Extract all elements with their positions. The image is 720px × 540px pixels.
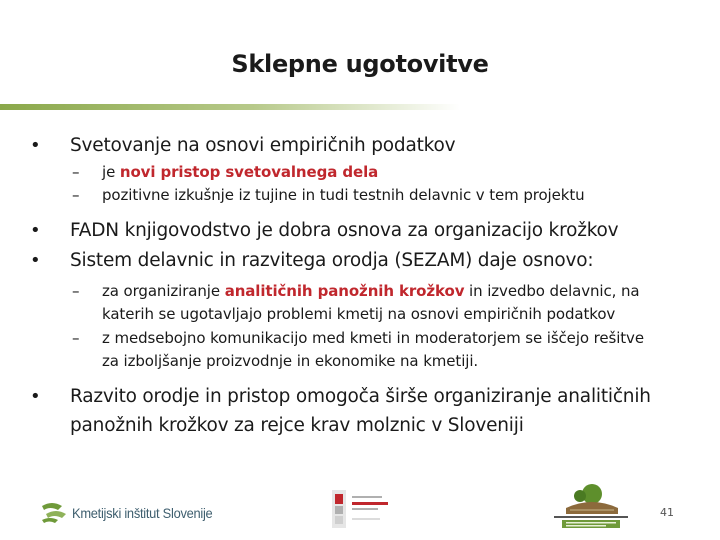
bullet-text: FADN knjigovodstvo je dobra osnova za organizacijo krožkov [70,220,619,241]
sub-bullet-text: katerih se ugotavljajo problemi kmetij na osnovi empiričnih podatkov [102,305,616,323]
university-logo-icon [332,486,394,530]
slide-title: Sklepne ugotovitve [231,50,489,78]
sub-bullet-text: je [102,163,120,181]
rural-development-logo-icon [548,478,634,534]
sub-bullet-text: za izboljšanje proizvodnje in ekonomike na kmetiji. [102,352,479,370]
bullet-text: Razvito orodje in pristop omogoča širše organiziranje analitičnih [70,386,651,407]
sub-bullet-text: z medsebojno komunikacijo med kmeti in moderatorjem se iščejo rešitve [102,329,644,347]
highlighted-text: novi pristop svetovalnega dela [119,163,379,181]
bullet-text: Svetovanje na osnovi empiričnih podatkov [70,135,456,156]
sub-bullet-text: za organiziranje [102,282,225,300]
bullet-marker: • [30,220,41,241]
bullet-marker: • [30,250,41,271]
bullet-text: Sistem delavnic in razvitega orodja (SEZAM) daje osnovo: [70,250,594,271]
title-underline [0,104,460,110]
page-number: 41 [660,506,674,519]
bullet-text: panožnih krožkov za rejce krav molznic v Sloveniji [70,415,524,436]
highlighted-text: analitičnih panožnih krožkov [224,282,465,300]
bullet-marker: • [30,135,41,156]
sub-bullet-text: in izvedbo delavnic, na [464,282,640,300]
sub-bullet-text: pozitivne izkušnje iz tujine in tudi testnih delavnic v tem projektu [102,186,585,204]
sub-bullet-marker: – [72,282,80,300]
kis-logo-icon [40,498,70,526]
sub-bullet-marker: – [72,186,80,204]
bullet-marker: • [30,386,41,407]
kis-logo-text: Kmetijski inštitut Slovenije [72,505,213,521]
sub-bullet-marker: – [72,163,80,181]
sub-bullet-marker: – [72,329,80,347]
